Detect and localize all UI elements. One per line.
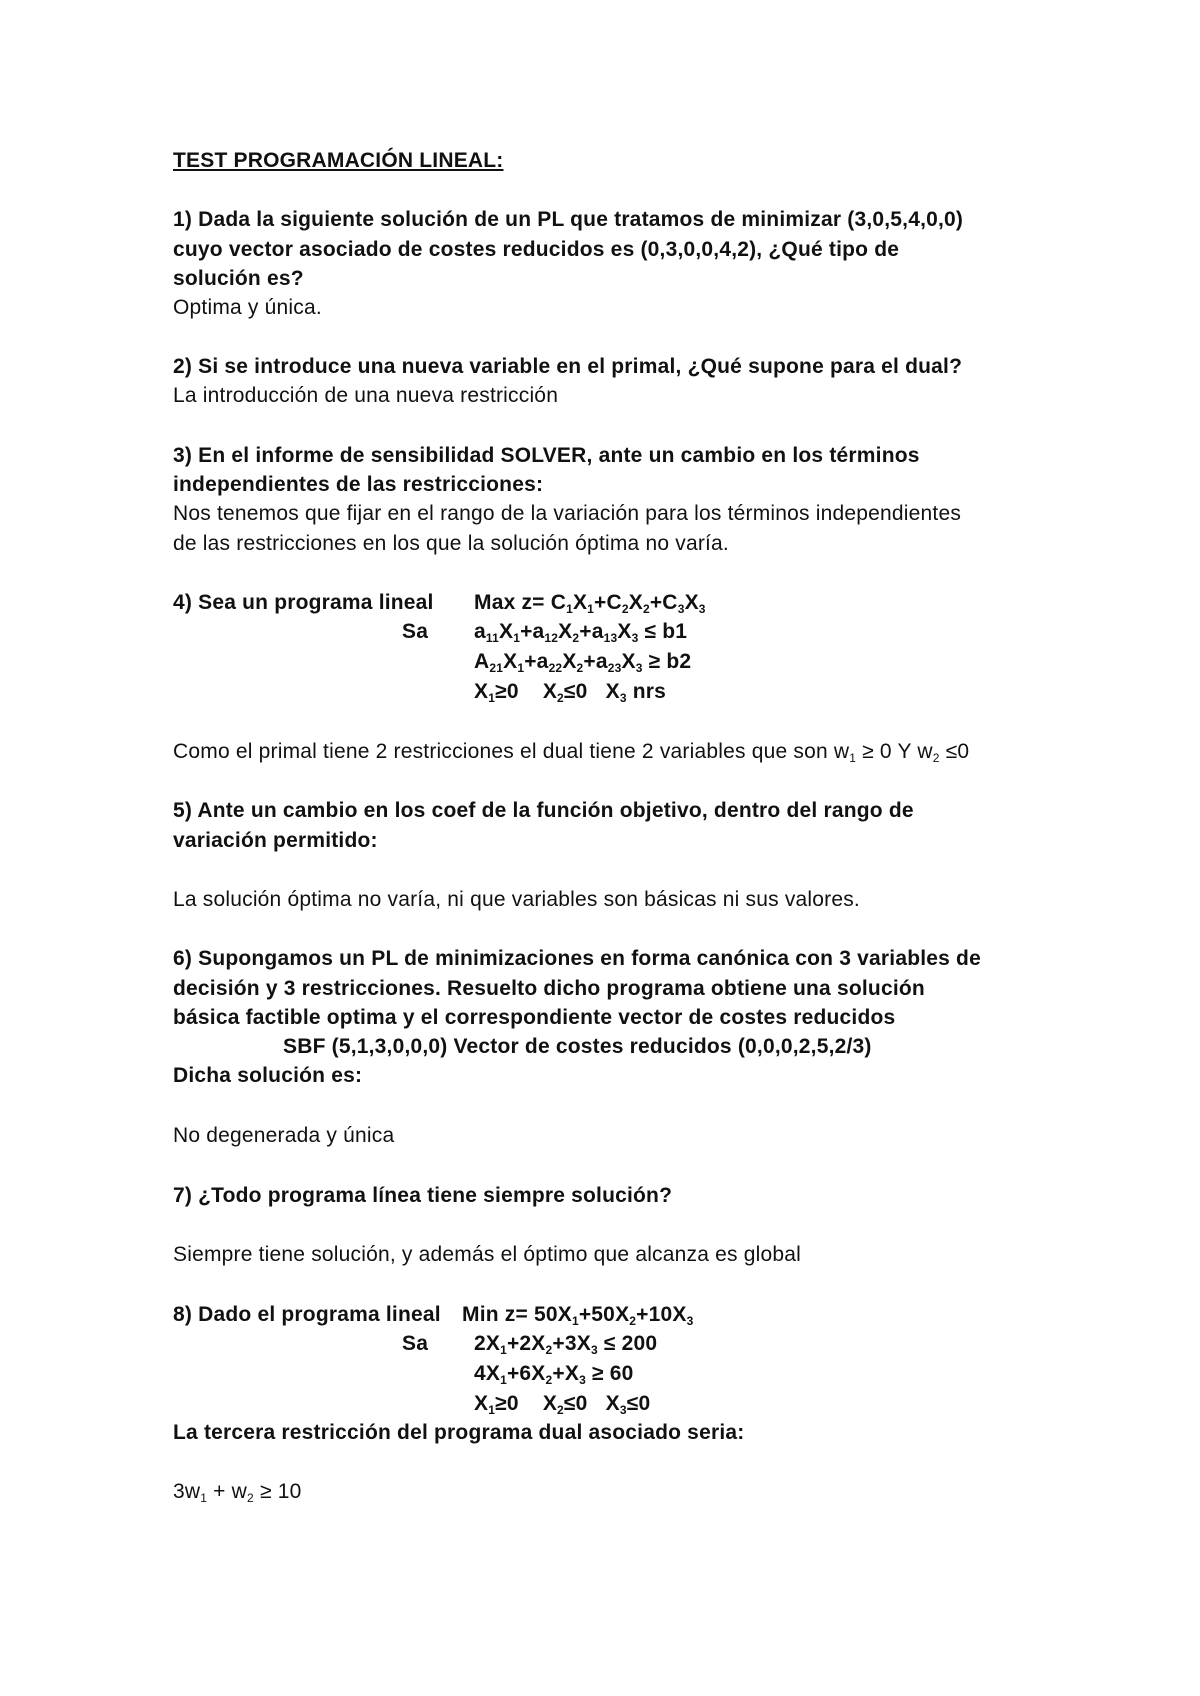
objective-prefix: Min z= bbox=[462, 1303, 534, 1326]
question-6-line-3: básica factible optima y el correspondiente vector de costes reducidos bbox=[173, 1006, 896, 1029]
subscript-index: 1 bbox=[500, 1343, 507, 1357]
answer-3-line-2: de las restricciones en los que la solución óptima no varía. bbox=[173, 532, 729, 555]
formula-text: Como el primal tiene 2 restricciones el dual tiene 2 variables que son w bbox=[173, 740, 850, 763]
formula-text: X bbox=[572, 591, 588, 614]
formula-text: ≤ b1 bbox=[638, 620, 688, 643]
formula-text: X bbox=[474, 1392, 489, 1415]
formula-text: +X bbox=[552, 1362, 580, 1385]
answer-8 bbox=[173, 1477, 301, 1507]
question-4-signs bbox=[474, 677, 666, 707]
question-4-objective bbox=[474, 588, 706, 618]
formula-text: A bbox=[474, 650, 490, 673]
subscript-index: 2 bbox=[642, 602, 650, 616]
formula-text: X bbox=[684, 591, 699, 614]
subscript-index: 3 bbox=[590, 1343, 598, 1357]
formula-text: ≥0 X bbox=[495, 1392, 558, 1415]
subscript-index: 3 bbox=[619, 1403, 627, 1417]
formula-text: +C bbox=[594, 591, 622, 614]
formula-text: 2X bbox=[474, 1332, 501, 1355]
formula-text: nrs bbox=[626, 680, 667, 703]
question-4-sa-label: Sa bbox=[402, 620, 429, 643]
question-2-line-1: 2) Si se introduce una nueva variable en el primal, ¿Qué supone para el dual? bbox=[173, 355, 963, 378]
formula-text: ≥0 X bbox=[495, 680, 558, 703]
subscript-index: 2 bbox=[572, 631, 580, 645]
subscript-index: 23 bbox=[607, 661, 622, 675]
answer-7: Siempre tiene solución, y además el óptimo que alcanza es global bbox=[173, 1243, 801, 1266]
question-8-sa-label: Sa bbox=[402, 1332, 429, 1355]
constraint-1-terms bbox=[474, 1332, 657, 1355]
formula-text: +a bbox=[524, 650, 549, 673]
formula-text: ≤0 bbox=[626, 1392, 651, 1415]
subscript-index: 3 bbox=[686, 1314, 694, 1328]
formula-text: +2X bbox=[506, 1332, 546, 1355]
formula-text: X bbox=[558, 620, 573, 643]
formula-text: X bbox=[503, 650, 518, 673]
formula-text: ≥ 60 bbox=[585, 1362, 634, 1385]
formula-text: +C bbox=[649, 591, 678, 614]
formula-text: X bbox=[628, 591, 643, 614]
subscript-index: 2 bbox=[545, 1343, 553, 1357]
formula-text: +50X bbox=[578, 1303, 630, 1326]
question-8-objective bbox=[462, 1300, 693, 1330]
formula-text: 50X bbox=[534, 1303, 572, 1326]
answer-8-terms bbox=[173, 1480, 301, 1503]
subscript-index: 1 bbox=[517, 661, 525, 675]
question-4-constraint-2 bbox=[474, 647, 691, 677]
formula-text: 4X bbox=[474, 1362, 501, 1385]
question-6-tail: Dicha solución es: bbox=[173, 1064, 363, 1087]
formula-text: X bbox=[498, 620, 514, 643]
question-8-intro: 8) Dado el programa lineal bbox=[173, 1303, 441, 1326]
question-8-constraint-2 bbox=[474, 1359, 634, 1389]
subscript-index: 3 bbox=[631, 631, 639, 645]
question-8-constraint-1 bbox=[474, 1329, 657, 1359]
answer-6: No degenerada y única bbox=[173, 1124, 395, 1147]
question-4-intro: 4) Sea un programa lineal bbox=[173, 591, 434, 614]
question-8-signs bbox=[474, 1389, 650, 1419]
answer-2: La introducción de una nueva restricción bbox=[173, 384, 559, 407]
formula-text: ≤0 X bbox=[563, 1392, 620, 1415]
formula-text: X bbox=[562, 650, 577, 673]
sign-terms bbox=[474, 1392, 650, 1415]
subscript-index: 1 bbox=[500, 1373, 507, 1387]
formula-text: X bbox=[617, 620, 632, 643]
question-8-tail: La tercera restricción del programa dual asociado seria: bbox=[173, 1421, 745, 1444]
subscript-index: 2 bbox=[545, 1373, 553, 1387]
subscript-index: 2 bbox=[629, 1314, 637, 1328]
subscript-index: 1 bbox=[587, 602, 595, 616]
subscript-index: 1 bbox=[566, 602, 573, 616]
answer-5: La solución óptima no varía, ni que variables son básicas ni sus valores. bbox=[173, 888, 860, 911]
formula-text: ≤0 X bbox=[563, 680, 620, 703]
subscript-index: 1 bbox=[200, 1491, 208, 1505]
objective-prefix: Max z= bbox=[474, 591, 551, 614]
subscript-index: 2 bbox=[621, 602, 629, 616]
objective-terms bbox=[551, 591, 706, 614]
answer-4-terms bbox=[173, 740, 969, 763]
constraint-2-terms bbox=[474, 1362, 634, 1385]
question-5-line-1: 5) Ante un cambio en los coef de la función objetivo, dentro del rango de bbox=[173, 799, 914, 822]
subscript-index: 1 bbox=[849, 751, 857, 765]
subscript-index: 3 bbox=[698, 602, 706, 616]
subscript-index: 2 bbox=[557, 691, 564, 705]
formula-text: a bbox=[474, 620, 486, 643]
question-1-line-1: 1) Dada la siguiente solución de un PL que tratamos de minimizar (3,0,5,4,0,0) bbox=[173, 208, 964, 231]
subscript-index: 1 bbox=[488, 1403, 496, 1417]
sign-terms bbox=[474, 680, 666, 703]
formula-text: ≥ b2 bbox=[642, 650, 692, 673]
formula-text: +6X bbox=[506, 1362, 546, 1385]
subscript-index: 3 bbox=[579, 1373, 586, 1387]
question-3-line-2: independientes de las restricciones: bbox=[173, 473, 544, 496]
subscript-index: 2 bbox=[576, 661, 584, 675]
formula-text: ≤ 200 bbox=[597, 1332, 658, 1355]
question-1-line-3: solución es? bbox=[173, 267, 304, 290]
question-6-line-2: decisión y 3 restricciones. Resuelto dicho programa obtiene una solución bbox=[173, 977, 925, 1000]
subscript-index: 2 bbox=[557, 1403, 564, 1417]
formula-text: ≥ 10 bbox=[253, 1480, 302, 1503]
subscript-index: 3 bbox=[619, 691, 627, 705]
answer-1: Optima y única. bbox=[173, 296, 322, 319]
answer-3-line-1: Nos tenemos que fijar en el rango de la variación para los términos independientes bbox=[173, 502, 962, 525]
constraint-1-terms bbox=[474, 620, 687, 643]
formula-text: C bbox=[550, 591, 567, 614]
constraint-2-terms bbox=[474, 650, 691, 673]
subscript-index: 13 bbox=[603, 631, 618, 645]
subscript-index: 2 bbox=[247, 1491, 254, 1505]
subscript-index: 22 bbox=[548, 661, 563, 675]
formula-text: 3w bbox=[173, 1480, 201, 1503]
objective-terms bbox=[534, 1303, 693, 1326]
subscript-index: 21 bbox=[489, 661, 504, 675]
answer-4 bbox=[173, 737, 969, 767]
subscript-index: 3 bbox=[635, 661, 643, 675]
formula-text: +a bbox=[520, 620, 545, 643]
question-7-line-1: 7) ¿Todo programa línea tiene siempre solución? bbox=[173, 1184, 673, 1207]
question-1-line-2: cuyo vector asociado de costes reducidos es (0,3,0,0,4,2), ¿Qué tipo de bbox=[173, 238, 900, 261]
question-6-line-1: 6) Supongamos un PL de minimizaciones en forma canónica con 3 variables de bbox=[173, 947, 981, 970]
subscript-index: 2 bbox=[932, 751, 940, 765]
formula-text: ≥ 0 Y w bbox=[856, 740, 933, 763]
formula-text: +10X bbox=[636, 1303, 687, 1326]
subscript-index: 12 bbox=[544, 631, 559, 645]
subscript-index: 1 bbox=[571, 1314, 579, 1328]
formula-text: +a bbox=[579, 620, 604, 643]
question-6-centered-line: SBF (5,1,3,0,0,0) Vector de costes reducidos (0,0,0,2,5,2/3) bbox=[283, 1035, 872, 1058]
question-5-line-2: variación permitido: bbox=[173, 829, 378, 852]
formula-text: +a bbox=[583, 650, 608, 673]
formula-text: X bbox=[621, 650, 636, 673]
question-3-line-1: 3) En el informe de sensibilidad SOLVER, ante un cambio en los términos bbox=[173, 444, 920, 467]
formula-text: X bbox=[474, 680, 489, 703]
subscript-index: 1 bbox=[488, 691, 496, 705]
subscript-index: 1 bbox=[513, 631, 521, 645]
formula-text: ≤0 bbox=[939, 740, 970, 763]
subscript-index: 3 bbox=[677, 602, 685, 616]
formula-text: + w bbox=[207, 1480, 248, 1503]
question-4-constraint-1 bbox=[474, 617, 687, 647]
formula-text: +3X bbox=[552, 1332, 591, 1355]
document-title: TEST PROGRAMACIÓN LINEAL: bbox=[173, 149, 504, 172]
subscript-index: 11 bbox=[485, 631, 499, 645]
